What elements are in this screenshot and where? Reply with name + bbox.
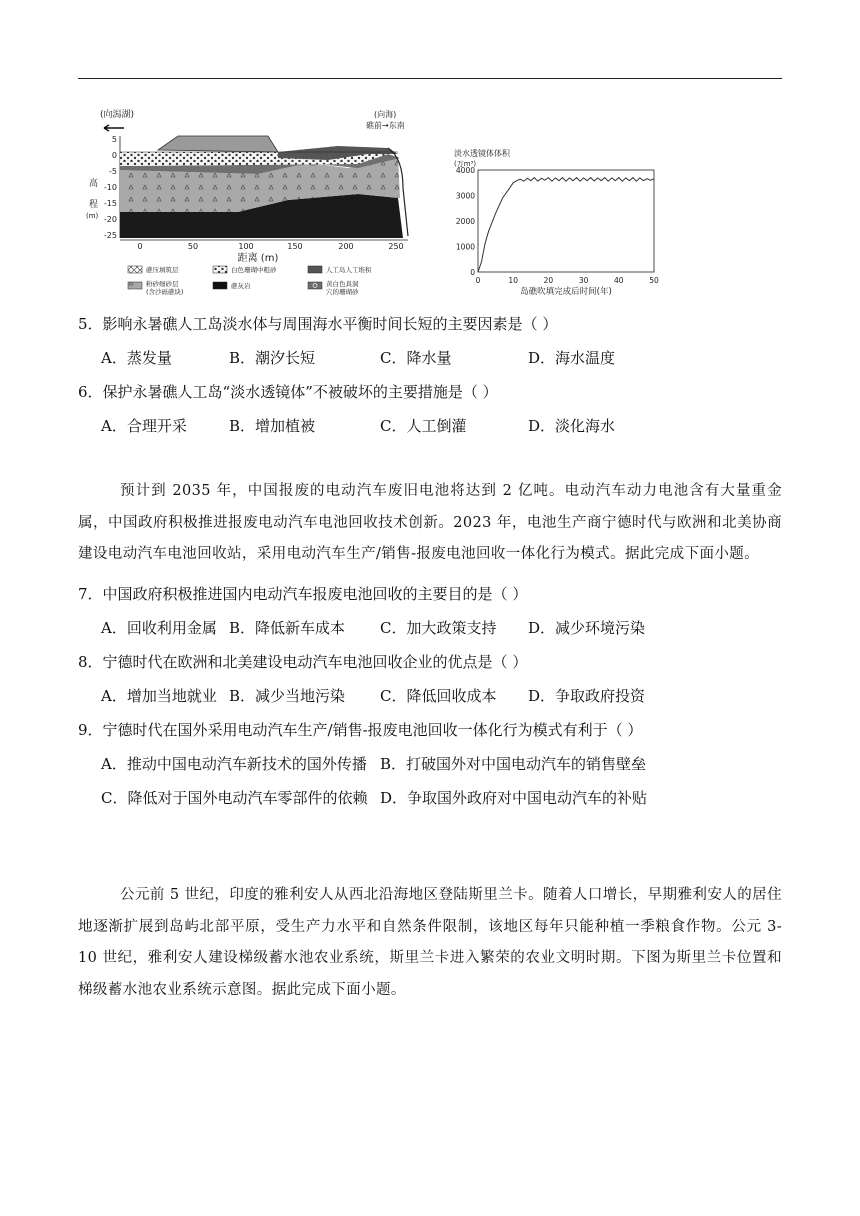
xtick: 250	[388, 242, 404, 251]
chart-x-ticks	[476, 276, 659, 285]
legend-label: 粉砂细砂层	[146, 280, 179, 288]
chart-ytick: 4000	[455, 166, 475, 175]
legend-label: 白色珊瑚中粗砂	[231, 266, 277, 274]
question-7-stem: 7．中国政府积极推进国内电动汽车报废电池回收的主要目的是（ ）	[78, 585, 528, 603]
arrow-left-icon	[104, 125, 124, 131]
freshwater-lens-chart	[446, 108, 676, 308]
q6-option-c[interactable]: C．人工倒灌	[380, 417, 467, 435]
xtick: 150	[287, 242, 303, 251]
chart-ytick: 0	[470, 268, 475, 277]
q8-option-b[interactable]: B．减少当地污染	[229, 687, 346, 705]
cross-section-diagram	[86, 108, 428, 308]
chart-ylabel: (万m³)	[454, 160, 477, 168]
q9-option-d[interactable]: D．争取国外政府对中国电动汽车的补贴	[380, 789, 648, 807]
ytick: 5	[111, 135, 117, 144]
legend-label: 礁灰岩	[231, 282, 251, 290]
chart-xtick: 10	[508, 276, 518, 285]
xtick: 0	[137, 242, 143, 251]
q7-option-c[interactable]: C．加大政策支持	[380, 619, 497, 637]
q9-option-b[interactable]: B．打破国外对中国电动汽车的销售壁垒	[380, 755, 647, 773]
legend-label: 黄白色具洞	[326, 280, 359, 288]
series-line	[478, 178, 654, 272]
legend-swatch	[128, 282, 142, 289]
question-5-stem: 5．影响永暑礁人工岛淡水体与周围海水平衡时间长短的主要因素是（ ）	[78, 315, 558, 333]
xtick: 50	[187, 242, 199, 251]
ytick: -25	[103, 231, 117, 240]
chart-xtick: 50	[649, 276, 659, 285]
xtick: 200	[338, 242, 354, 251]
legend-swatch	[213, 266, 227, 273]
q8-option-d[interactable]: D．争取政府投资	[528, 687, 646, 705]
ytick: -20	[103, 215, 117, 224]
dir-right-bottom-label: 礁前→东南	[366, 121, 405, 130]
x-ticks	[137, 242, 403, 251]
ytick: -5	[109, 167, 117, 176]
legend-swatch	[308, 266, 322, 273]
ytick: -10	[103, 183, 117, 192]
chart-title: 淡水透镜体体积	[454, 149, 510, 158]
q6-option-a[interactable]: A．合理开采	[101, 417, 187, 435]
xtick: 100	[238, 242, 254, 251]
legend-label: 礁压填筑层	[146, 266, 179, 274]
legend-label: 人工岛人工堆积	[326, 266, 372, 274]
legend-sublabel: (含沙砾礁块)	[146, 288, 184, 296]
chart-ytick: 1000	[455, 242, 475, 252]
passage-ev-battery: 预计到 2035 年，中国报废的电动汽车废旧电池将达到 2 亿吨。电动汽车动力电池含有大量重金属，中国政府积极推进报废电动汽车电池回收技术创新。2023 年，电池生产商宁德时代与欧洲和北美协商建设电动汽车电池回收站，采用电动汽车生产/销售-报废电池回收一体化行为模式。据此完成下面小题。	[78, 483, 782, 562]
passage-sri-lanka: 公元前 5 世纪，印度的雅利安人从西北沿海地区登陆斯里兰卡。随着人口增长，早期雅利安人的居住地逐渐扩展到岛屿北部平原，受生产力水平和自然条件限制，该地区每年只能种植一季粮食作物。公元 3-10 世纪，雅利安人建设梯级蓄水池农业系统，斯里兰卡进入繁荣的农业文明时期。下图为斯里兰卡位置和梯级蓄水池农业系统示意图。据此完成下面小题。	[78, 887, 782, 998]
legend-swatch	[308, 282, 322, 289]
y-label-unit: (m)	[86, 212, 99, 220]
chart-xtick: 0	[475, 276, 481, 285]
ytick: 0	[111, 151, 117, 160]
chart-y-ticks	[456, 166, 475, 277]
q5-option-b[interactable]: B．潮汐长短	[229, 349, 316, 367]
chart-xtick: 30	[578, 276, 589, 285]
q6-option-d[interactable]: D．淡化海水	[528, 417, 616, 435]
chart-ytick: 3000	[455, 191, 475, 201]
chart-ytick: 2000	[455, 217, 475, 226]
chart-xlabel: 岛礁吹填完成后时间(年)	[520, 287, 612, 297]
q5-option-a[interactable]: A．蒸发量	[101, 349, 172, 367]
chart-xtick: 20	[543, 276, 554, 285]
y-label-2: 程	[89, 200, 99, 210]
layer-fill-top	[158, 136, 278, 152]
q7-option-a[interactable]: A．回收利用金属	[101, 619, 217, 637]
question-8-stem: 8．宁德时代在欧洲和北美建设电动汽车电池回收企业的优点是（ ）	[78, 653, 528, 671]
dir-left-label: (向潟湖)	[100, 110, 135, 120]
plot-frame	[478, 170, 654, 272]
question-9-stem: 9．宁德时代在国外采用电动汽车生产/销售-报废电池回收一体化行为模式有利于（ ）	[78, 721, 643, 739]
x-label: 距离 (m)	[237, 253, 279, 264]
q8-option-c[interactable]: C．降低回收成本	[380, 687, 497, 705]
ytick: -15	[103, 199, 117, 208]
figure-area	[86, 108, 678, 308]
q5-option-d[interactable]: D．海水温度	[528, 349, 616, 367]
q9-option-c[interactable]: C．降低对于国外电动汽车零部件的依赖	[101, 789, 368, 807]
chart-xtick: 40	[614, 276, 624, 285]
legend-swatch	[128, 266, 142, 273]
legend	[128, 265, 372, 296]
header-rule	[78, 78, 782, 79]
q6-option-b[interactable]: B．增加植被	[229, 417, 316, 435]
question-6-stem: 6．保护永暑礁人工岛“淡水透镜体”不被破坏的主要措施是（ ）	[78, 383, 498, 401]
y-label-1: 高	[89, 179, 99, 189]
q9-option-a[interactable]: A．推动中国电动汽车新技术的国外传播	[101, 755, 367, 773]
legend-sublabel: 穴的珊瑚砂	[326, 288, 359, 296]
dir-right-top-label: (向海)	[374, 110, 397, 119]
q8-option-a[interactable]: A．增加当地就业	[101, 687, 217, 705]
q7-option-d[interactable]: D．减少环境污染	[528, 619, 646, 637]
legend-swatch	[213, 282, 227, 289]
q5-option-c[interactable]: C．降水量	[380, 349, 452, 367]
q7-option-b[interactable]: B．降低新车成本	[229, 619, 346, 637]
y-ticks	[104, 135, 117, 240]
